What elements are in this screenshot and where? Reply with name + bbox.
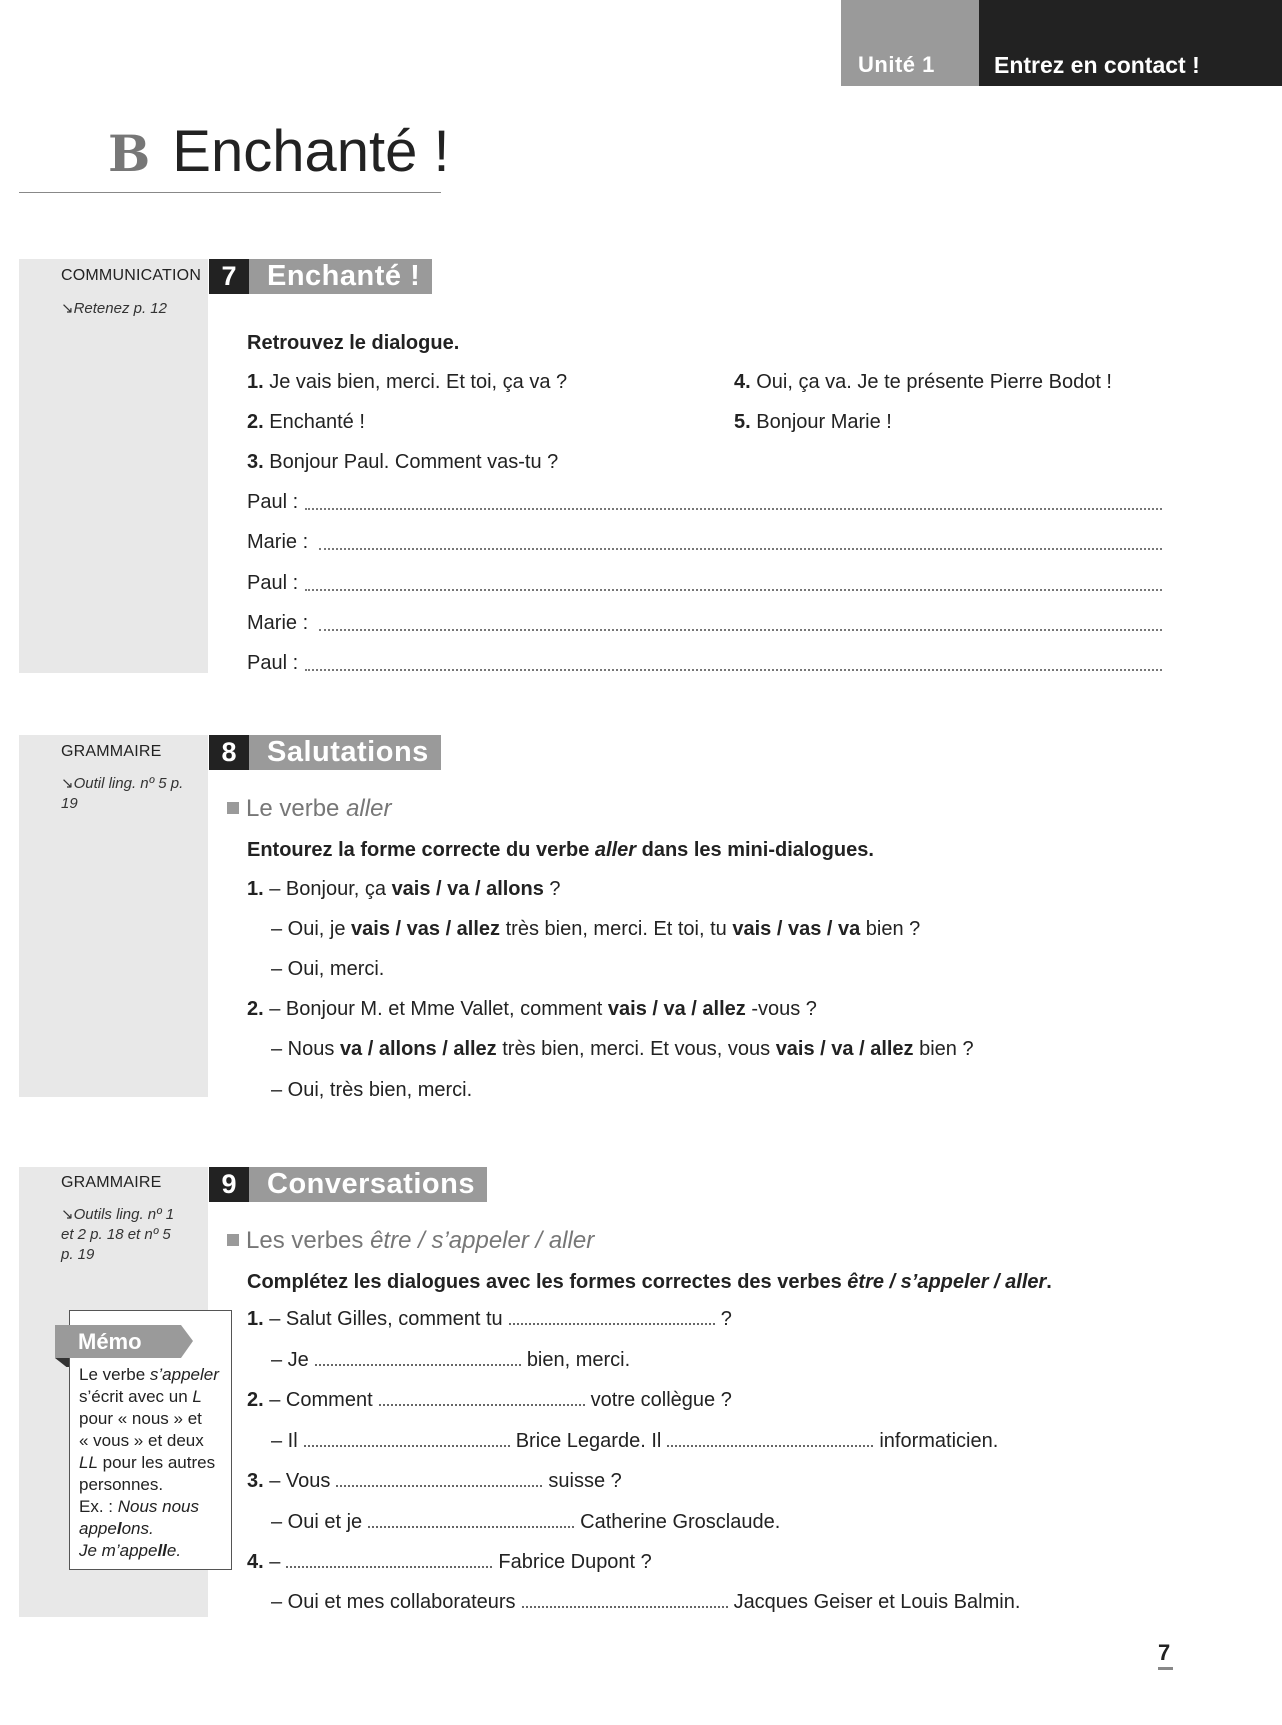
verb-choices[interactable]: vais / vas / allez bbox=[351, 918, 501, 940]
ex7-speaker-5: Paul : bbox=[247, 652, 299, 674]
square-bullet-icon bbox=[227, 802, 239, 814]
ex8-reference: ↘Outil ling. nº 5 p. 19 bbox=[61, 775, 184, 812]
ex7-answer-line-1[interactable] bbox=[305, 508, 1162, 510]
unit-label: Unité 1 bbox=[841, 0, 979, 86]
ex7-item-3: 3. Bonjour Paul. Comment vas-tu ? bbox=[247, 451, 559, 473]
ex8-category: GRAMMAIRE bbox=[61, 743, 162, 760]
blank[interactable] bbox=[336, 1471, 542, 1487]
ex7-item-2: 2. Enchanté ! bbox=[247, 411, 365, 433]
title-divider bbox=[19, 192, 441, 193]
ex8-line-5: – Nous va / allons / allez très bien, merci. Et vous, vous vais / va / allez bien ? bbox=[271, 1038, 974, 1060]
ex8-line-4: 2. – Bonjour M. et Mme Vallet, comment vais / va / allez -vous ? bbox=[247, 998, 817, 1020]
page-number-underline bbox=[1158, 1667, 1173, 1670]
ex8-line-2: – Oui, je vais / vas / allez très bien, merci. Et toi, tu vais / vas / va bien ? bbox=[271, 918, 921, 940]
ex7-answer-line-3[interactable] bbox=[305, 589, 1162, 591]
ex7-answer-line-4[interactable] bbox=[319, 629, 1162, 631]
section-letter: B bbox=[108, 124, 151, 183]
ex7-category: COMMUNICATION bbox=[61, 267, 202, 284]
ex9-subtitle: Les verbes être / s’appeler / aller bbox=[227, 1227, 594, 1255]
arrow-icon: ↘ bbox=[61, 775, 74, 792]
ex8-line-6: – Oui, très bien, merci. bbox=[271, 1079, 473, 1101]
page-title-text: Enchanté ! bbox=[172, 119, 450, 184]
ex7-speaker-3: Paul : bbox=[247, 572, 299, 594]
blank[interactable] bbox=[368, 1512, 574, 1528]
ex7-speaker-1: Paul : bbox=[247, 491, 299, 513]
ex9-instruction: Complétez les dialogues avec les formes correctes des verbes être / s’appeler / aller. bbox=[247, 1271, 1052, 1293]
verb-choices[interactable]: va / allons / allez bbox=[339, 1038, 497, 1060]
blank[interactable] bbox=[667, 1431, 873, 1447]
square-bullet-icon bbox=[227, 1234, 239, 1246]
arrow-icon: ↘ bbox=[61, 300, 74, 317]
blank[interactable] bbox=[522, 1592, 728, 1608]
memo-text: Le verbe s’appeler s’écrit avec un L pour « nous » et « vous » et deux LL pour les autres personnes. Ex. : Nous nous appelons. Je m’appelle. bbox=[79, 1365, 219, 1560]
arrow-icon: ↘ bbox=[61, 1206, 74, 1223]
verb-choices[interactable]: vais / va / allez bbox=[775, 1038, 914, 1060]
ex9-title: Conversations bbox=[249, 1167, 487, 1202]
blank[interactable] bbox=[379, 1390, 585, 1406]
ex9-line-1: 1. – Salut Gilles, comment tu ? bbox=[247, 1308, 732, 1330]
page-title bbox=[108, 118, 450, 185]
ex9-line-4: – Il Brice Legarde. Il informaticien. bbox=[271, 1430, 999, 1452]
verb-choices[interactable]: vais / vas / va bbox=[732, 918, 861, 940]
ex7-title: Enchanté ! bbox=[249, 259, 432, 294]
memo-label: Mémo bbox=[78, 1329, 142, 1354]
ex7-sidebar bbox=[19, 259, 208, 673]
ex7-item-4: 4. Oui, ça va. Je te présente Pierre Bodot ! bbox=[734, 371, 1112, 393]
ex8-line-1: 1. – Bonjour, ça vais / va / allons ? bbox=[247, 878, 561, 900]
ex9-line-8: – Oui et mes collaborateurs Jacques Geiser et Louis Balmin. bbox=[271, 1591, 1021, 1613]
ex7-answer-line-2[interactable] bbox=[319, 548, 1162, 550]
ex9-line-7: 4. – Fabrice Dupont ? bbox=[247, 1551, 652, 1573]
ex7-speaker-2: Marie : bbox=[247, 531, 309, 553]
ex9-number: 9 bbox=[209, 1167, 249, 1202]
unit-title: Entrez en contact ! bbox=[979, 0, 1282, 86]
ex9-line-6: – Oui et je Catherine Grosclaude. bbox=[271, 1511, 781, 1533]
ex7-item-1: 1. Je vais bien, merci. Et toi, ça va ? bbox=[247, 371, 568, 393]
ex9-line-5: 3. – Vous suisse ? bbox=[247, 1470, 622, 1492]
ex8-number: 8 bbox=[209, 735, 249, 770]
ex9-reference: ↘Outils ling. nº 1 et 2 p. 18 et nº 5 p. 19 bbox=[61, 1206, 175, 1263]
ex8-line-3: – Oui, merci. bbox=[271, 958, 385, 980]
blank[interactable] bbox=[315, 1350, 521, 1366]
ex9-line-3: 2. – Comment votre collègue ? bbox=[247, 1389, 732, 1411]
blank[interactable] bbox=[509, 1309, 715, 1325]
ex8-instruction: Entourez la forme correcte du verbe aller dans les mini-dialogues. bbox=[247, 839, 874, 861]
ex8-subtitle: Le verbe aller bbox=[227, 795, 391, 823]
ex7-number: 7 bbox=[209, 259, 249, 294]
blank[interactable] bbox=[304, 1431, 510, 1447]
ex9-line-2: – Je bien, merci. bbox=[271, 1349, 631, 1371]
verb-choices[interactable]: vais / va / allez bbox=[607, 998, 746, 1020]
ex7-speaker-4: Marie : bbox=[247, 612, 309, 634]
memo-tag bbox=[55, 1325, 193, 1358]
ex9-category: GRAMMAIRE bbox=[61, 1174, 162, 1191]
ex7-reference: ↘Retenez p. 12 bbox=[61, 300, 167, 317]
page-number: 7 bbox=[1158, 1640, 1171, 1665]
verb-choices[interactable]: vais / va / allons bbox=[391, 878, 544, 900]
ex7-item-5: 5. Bonjour Marie ! bbox=[734, 411, 892, 433]
ex7-instruction: Retrouvez le dialogue. bbox=[247, 332, 460, 354]
ex7-answer-line-5[interactable] bbox=[305, 669, 1162, 671]
ex8-title: Salutations bbox=[249, 735, 441, 770]
blank[interactable] bbox=[286, 1552, 492, 1568]
